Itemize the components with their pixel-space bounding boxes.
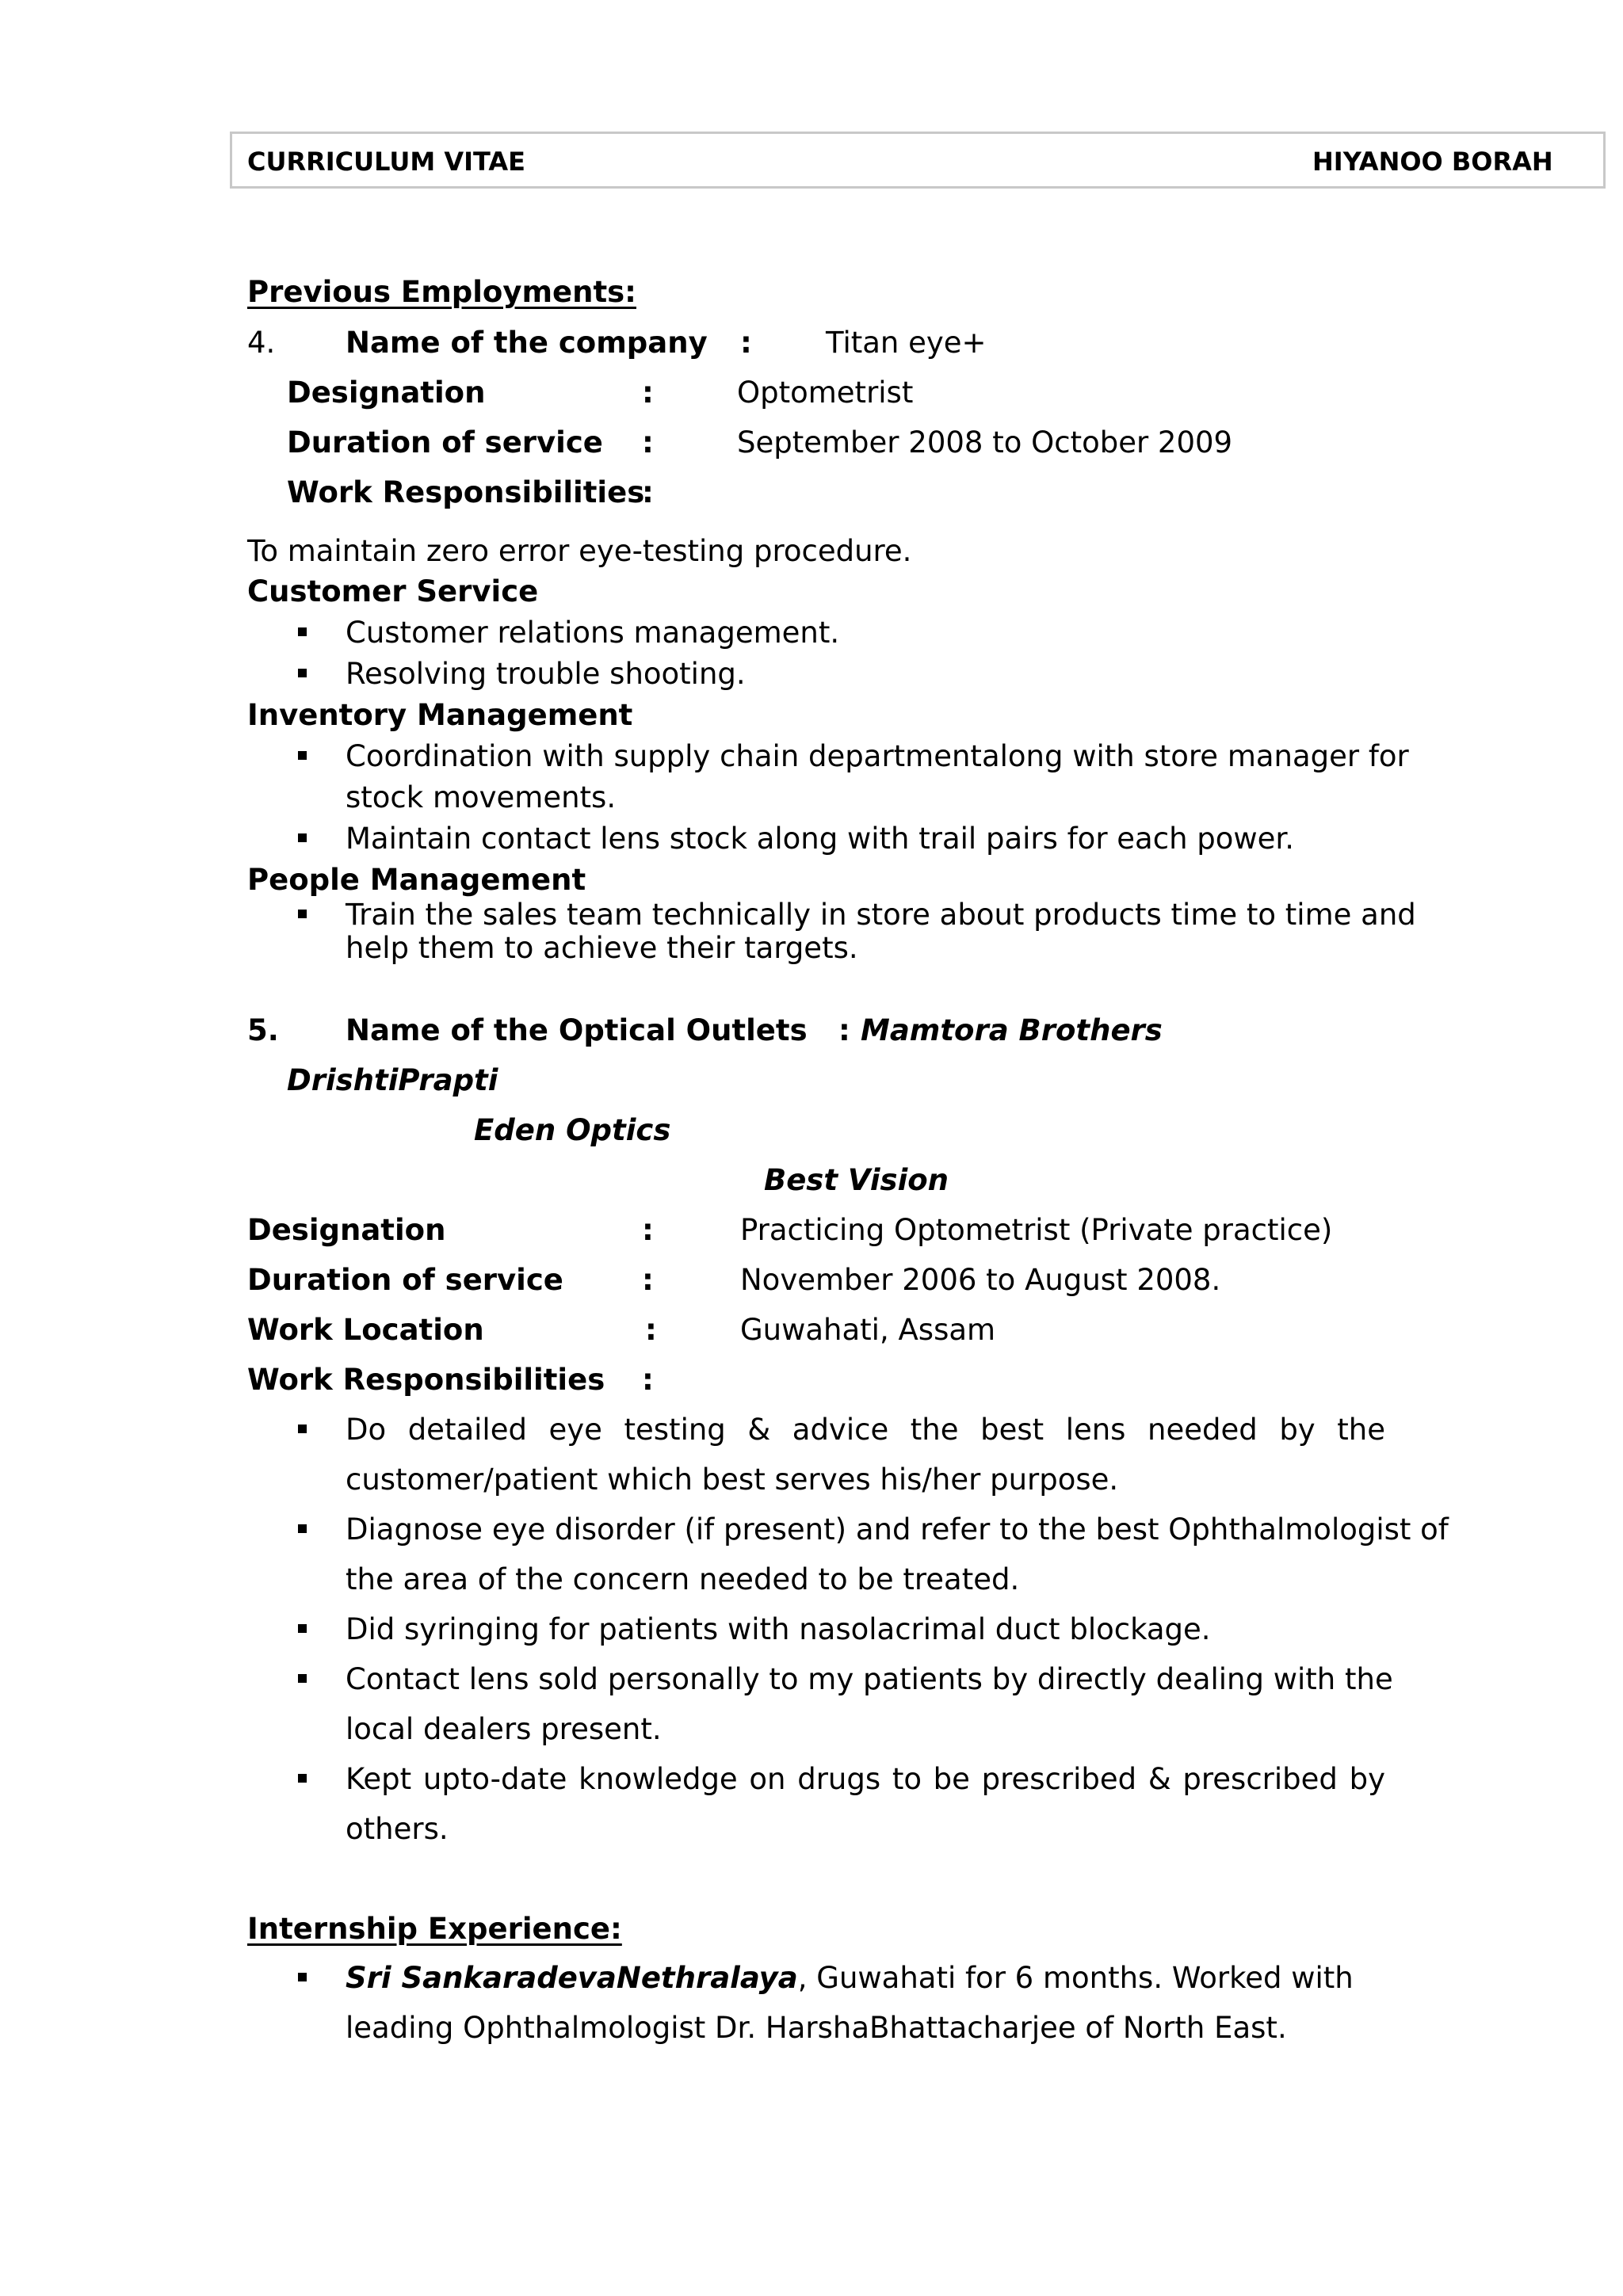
bullet-icon bbox=[298, 1674, 307, 1683]
designation-colon: : bbox=[642, 1213, 654, 1247]
internship-item-continuation: leading Ophthalmologist Dr. HarshaBhattacharjee of North East. bbox=[346, 2011, 1287, 2045]
bullet-icon bbox=[298, 910, 307, 918]
inventory-management-heading: Inventory Management bbox=[247, 698, 633, 732]
outlets-colon: : bbox=[838, 1013, 850, 1047]
duration-label: Duration of service bbox=[247, 1263, 563, 1297]
work-location-label: Work Location bbox=[247, 1313, 484, 1347]
designation-value: Optometrist bbox=[737, 376, 914, 410]
list-item: Do detailed eye testing & advice the best lens needed by the bbox=[346, 1413, 1385, 1447]
list-item-continuation: stock movements. bbox=[346, 780, 617, 814]
bullet-icon bbox=[298, 1624, 307, 1633]
list-item: Did syringing for patients with nasolacrimal duct blockage. bbox=[346, 1612, 1211, 1646]
bullet-icon bbox=[298, 751, 307, 760]
duration-colon: : bbox=[642, 1263, 654, 1297]
work-responsibilities-label: Work Responsibilities bbox=[287, 475, 645, 509]
list-item: Train the sales team technically in store about products time to time and bbox=[346, 898, 1416, 932]
list-item-continuation: others. bbox=[346, 1812, 449, 1846]
internship-line1-rest: , Guwahati for 6 months. Worked with bbox=[797, 1961, 1354, 1995]
bullet-icon bbox=[298, 833, 307, 842]
duration-label: Duration of service bbox=[287, 425, 603, 460]
list-item: Customer relations management. bbox=[346, 616, 840, 650]
list-item-continuation: customer/patient which best serves his/her purpose. bbox=[346, 1463, 1119, 1497]
previous-employments-heading: Previous Employments: bbox=[247, 275, 636, 309]
designation-label: Designation bbox=[287, 376, 486, 410]
bullet-icon bbox=[298, 1774, 307, 1783]
work-responsibilities-label: Work Responsibilities bbox=[247, 1363, 605, 1397]
outlet-name: Eden Optics bbox=[474, 1113, 671, 1147]
work-location-colon: : bbox=[645, 1313, 657, 1347]
company-colon: : bbox=[740, 326, 752, 360]
internship-item bbox=[346, 1963, 1354, 1993]
bullet-icon bbox=[298, 1425, 307, 1433]
work-responsibilities-colon: : bbox=[642, 1363, 654, 1397]
list-item: Kept upto-date knowledge on drugs to be prescribed & prescribed by bbox=[346, 1762, 1385, 1796]
intro-text: To maintain zero error eye-testing procedure. bbox=[247, 534, 912, 568]
list-item-continuation: the area of the concern needed to be treated. bbox=[346, 1562, 1020, 1596]
company-value: Titan eye+ bbox=[826, 326, 987, 360]
document-title: CURRICULUM VITAE bbox=[247, 147, 525, 177]
outlet-name: DrishtiPrapti bbox=[287, 1063, 498, 1097]
outlets-label: Name of the Optical Outlets bbox=[346, 1013, 808, 1047]
duration-value: September 2008 to October 2009 bbox=[737, 425, 1233, 460]
entry-number-5: 5. bbox=[247, 1013, 279, 1047]
outlet-name: Best Vision bbox=[764, 1163, 949, 1197]
list-item: Contact lens sold personally to my patients by directly dealing with the bbox=[346, 1662, 1393, 1696]
bullet-icon bbox=[298, 1524, 307, 1533]
customer-service-heading: Customer Service bbox=[247, 574, 539, 608]
outlet-name: Mamtora Brothers bbox=[861, 1013, 1163, 1047]
bullet-icon bbox=[298, 1973, 307, 1981]
list-item-continuation: local dealers present. bbox=[346, 1712, 662, 1746]
internship-heading: Internship Experience: bbox=[247, 1912, 622, 1946]
list-item: Coordination with supply chain departmentalong with store manager for bbox=[346, 739, 1409, 773]
designation-colon: : bbox=[642, 376, 654, 410]
bullet-icon bbox=[298, 627, 307, 636]
list-item-continuation: help them to achieve their targets. bbox=[346, 931, 858, 965]
list-item: Resolving trouble shooting. bbox=[346, 657, 746, 691]
designation-label: Designation bbox=[247, 1213, 446, 1247]
bullet-icon bbox=[298, 669, 307, 677]
work-responsibilities-colon: : bbox=[642, 475, 654, 509]
company-label: Name of the company bbox=[346, 326, 708, 360]
people-management-heading: People Management bbox=[247, 863, 586, 897]
entry-number-4: 4. bbox=[247, 326, 276, 360]
author-name: HIYANOO BORAH bbox=[1312, 147, 1553, 177]
work-location-value: Guwahati, Assam bbox=[740, 1313, 996, 1347]
list-item: Maintain contact lens stock along with trail pairs for each power. bbox=[346, 822, 1295, 856]
list-item: Diagnose eye disorder (if present) and refer to the best Ophthalmologist of bbox=[346, 1512, 1449, 1547]
designation-value: Practicing Optometrist (Private practice) bbox=[740, 1213, 1333, 1247]
duration-colon: : bbox=[642, 425, 654, 460]
internship-org: Sri SankaradevaNethralaya bbox=[346, 1961, 798, 1995]
duration-value: November 2006 to August 2008. bbox=[740, 1263, 1221, 1297]
